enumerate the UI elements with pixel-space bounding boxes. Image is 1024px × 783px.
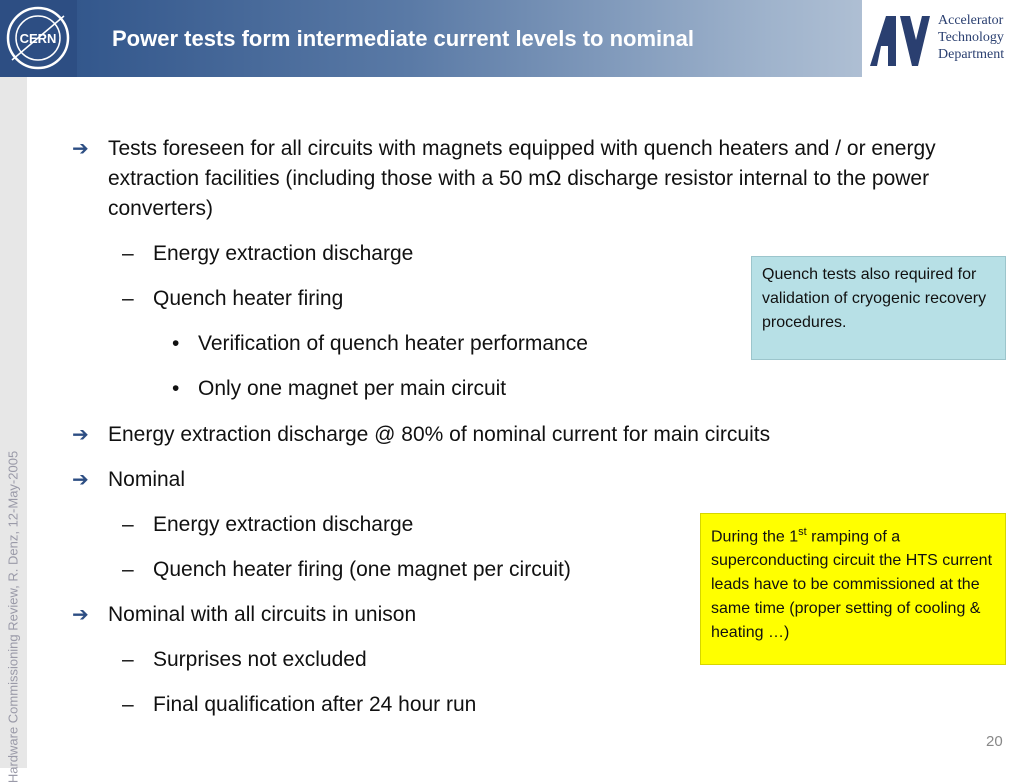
dot-marker: •: [172, 377, 180, 400]
page-title: Power tests form intermediate current levels to nominal: [112, 26, 694, 51]
sub-sub-bullet-one-magnet: [172, 374, 507, 404]
sub-bullet-quench-heater: [122, 284, 344, 314]
atd-line-2: Technology: [938, 30, 1004, 45]
dash-marker: –: [122, 558, 134, 581]
bullet-text: Final qualification after 24 hour run: [153, 693, 477, 716]
bullet-tests-foreseen: [72, 134, 968, 224]
bullet-text: Quench heater firing: [153, 287, 344, 310]
sub-bullet-energy-extraction: [122, 239, 414, 269]
dot-marker: •: [172, 332, 180, 355]
dash-marker: –: [122, 693, 134, 716]
page-number: 20: [986, 733, 1003, 750]
sub-bullet-surprises: [122, 645, 367, 675]
note-hts-current-leads: [700, 513, 1006, 665]
sub-bullet-energy-extraction-nominal: [122, 510, 414, 540]
bullet-text: Nominal: [108, 468, 186, 491]
arrow-right-icon: ➔: [72, 469, 89, 491]
bullet-text: Energy extraction discharge: [153, 513, 414, 536]
dash-marker: –: [122, 287, 134, 310]
footer-text: Hardware Commissioning Review, R. Denz, 12-May-2005: [5, 450, 21, 783]
arrow-right-icon: ➔: [72, 424, 89, 446]
bullet-text: Nominal with all circuits in unison: [108, 603, 417, 626]
arrow-right-icon: ➔: [72, 604, 89, 626]
cern-logo-text: CERN: [19, 31, 57, 46]
note-hts-text-post: ramping of a superconducting circuit the HTS current leads have to be commissioned at the same time (proper setting of cooling & heating …): [711, 528, 993, 642]
bullet-text: Tests foreseen for all circuits with magnets equipped with quench heaters and / or energy extraction facilities (including those with a 50 mΩ discharge resistor internal to the power converters): [108, 137, 936, 220]
bullet-nominal: [72, 465, 968, 495]
sub-bullet-quench-heater-nominal: [122, 555, 571, 585]
bullet-text: Energy extraction discharge: [153, 242, 414, 265]
note-hts-text-pre: During the 1: [711, 528, 799, 546]
atd-line-3: Department: [938, 47, 1005, 62]
bullet-text: Surprises not excluded: [153, 648, 367, 671]
arrow-right-icon: ➔: [72, 138, 89, 160]
bullet-text: Verification of quench heater performance: [198, 332, 588, 355]
note-cryogenic-text: Quench tests also required for validation of cryogenic recovery procedures.: [762, 266, 987, 331]
bullet-text: Energy extraction discharge @ 80% of nominal current for main circuits: [108, 423, 771, 446]
sub-bullet-final-qualification: [122, 690, 477, 720]
dash-marker: –: [122, 513, 134, 536]
note-hts-superscript: st: [798, 526, 807, 538]
dash-marker: –: [122, 242, 134, 265]
bullet-text: Only one magnet per main circuit: [198, 377, 507, 400]
bullet-energy-extraction-80: [72, 420, 968, 450]
dash-marker: –: [122, 648, 134, 671]
atd-line-1: Accelerator: [938, 13, 1004, 28]
note-cryogenic: [751, 256, 1006, 360]
bullet-text: Quench heater firing (one magnet per circuit): [153, 558, 571, 581]
sub-sub-bullet-verification: [172, 329, 588, 359]
